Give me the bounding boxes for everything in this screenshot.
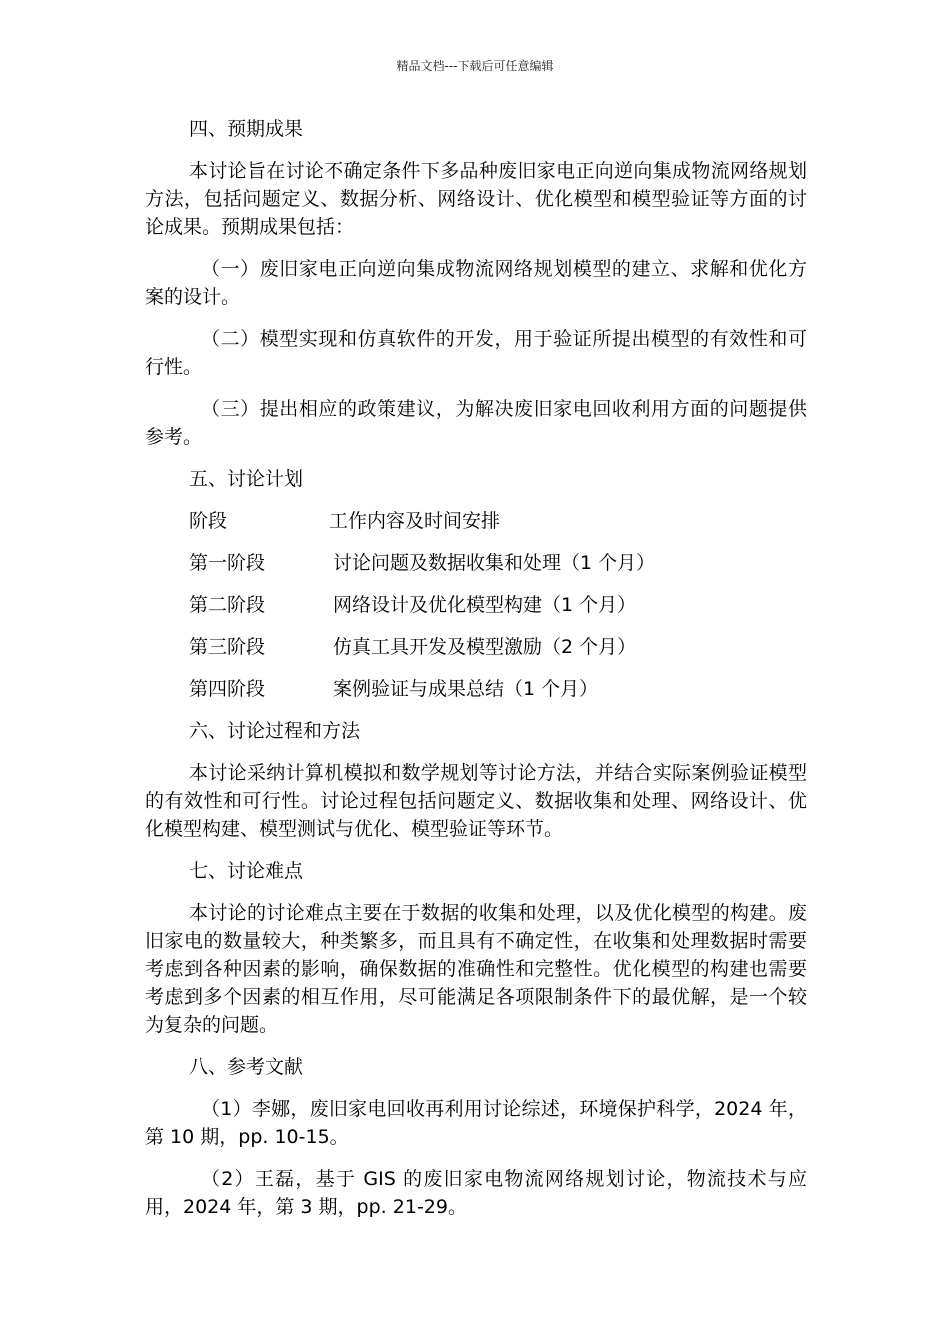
- reference-item-1: （1）李娜，废旧家电回收再利用讨论综述，环境保护科学，2024 年，第 10 期，pp. 10-15。: [145, 1098, 807, 1148]
- plan-row: [145, 549, 807, 577]
- section-4-intro: 本讨论旨在讨论不确定条件下多品种废旧家电正向逆向集成物流网络规划方法，包括问题定义、数据分析、网络设计、优化模型和模型验证等方面的讨论成果。预期成果包括：: [145, 160, 807, 238]
- section-4-title: 四、预期成果: [189, 118, 304, 140]
- plan-stage: 第二阶段: [189, 594, 266, 616]
- plan-header-task: 工作内容及时间安排: [329, 510, 501, 532]
- section-7-body: 本讨论的讨论难点主要在于数据的收集和处理，以及优化模型的构建。废旧家电的数量较大，种类繁多，而且具有不确定性，在收集和处理数据时需要考虑到各种因素的影响，确保数据的准确性和完整性。优化模型的构建也需要考虑到多个因素的相互作用，尽可能满足各项限制条件下的最优解，是一个较为复杂的问题。: [145, 902, 807, 1036]
- section-8-title: 八、参考文献: [189, 1056, 304, 1078]
- section-6-body: 本讨论采纳计算机模拟和数学规划等讨论方法，并结合实际案例验证模型的有效性和可行性。讨论过程包括问题定义、数据收集和处理、网络设计、优化模型构建、模型测试与优化、模型验证等环节。: [145, 762, 807, 840]
- plan-row: [145, 675, 807, 703]
- plan-row: [145, 591, 807, 619]
- plan-stage: 第四阶段: [189, 678, 266, 700]
- plan-task: 案例验证与成果总结（1 个月）: [333, 678, 599, 700]
- plan-stage: 第一阶段: [189, 552, 266, 574]
- document-body: [145, 115, 807, 1235]
- plan-task: 讨论问题及数据收集和处理（1 个月）: [333, 552, 656, 574]
- plan-task: 仿真工具开发及模型激励（2 个月）: [333, 636, 637, 658]
- section-4-item-3: （三）提出相应的政策建议，为解决废旧家电回收利用方面的问题提供参考。: [145, 398, 807, 448]
- plan-stage: 第三阶段: [189, 636, 266, 658]
- plan-header-row: [145, 507, 807, 535]
- plan-header-stage: 阶段: [189, 510, 228, 532]
- plan-task: 网络设计及优化模型构建（1 个月）: [333, 594, 637, 616]
- section-6-title: 六、讨论过程和方法: [189, 720, 361, 742]
- page-header: 精品文档---下载后可任意编辑: [396, 59, 554, 73]
- section-4-item-2: （二）模型实现和仿真软件的开发，用于验证所提出模型的有效性和可行性。: [145, 328, 807, 378]
- section-4-item-1: （一）废旧家电正向逆向集成物流网络规划模型的建立、求解和优化方案的设计。: [145, 258, 807, 308]
- reference-item-2: （2）王磊，基于 GIS 的废旧家电物流网络规划讨论，物流技术与应用，2024 年，第 3 期，pp. 21-29。: [145, 1168, 807, 1218]
- plan-row: [145, 633, 807, 661]
- section-7-title: 七、讨论难点: [189, 860, 304, 882]
- section-5-title: 五、讨论计划: [189, 468, 304, 490]
